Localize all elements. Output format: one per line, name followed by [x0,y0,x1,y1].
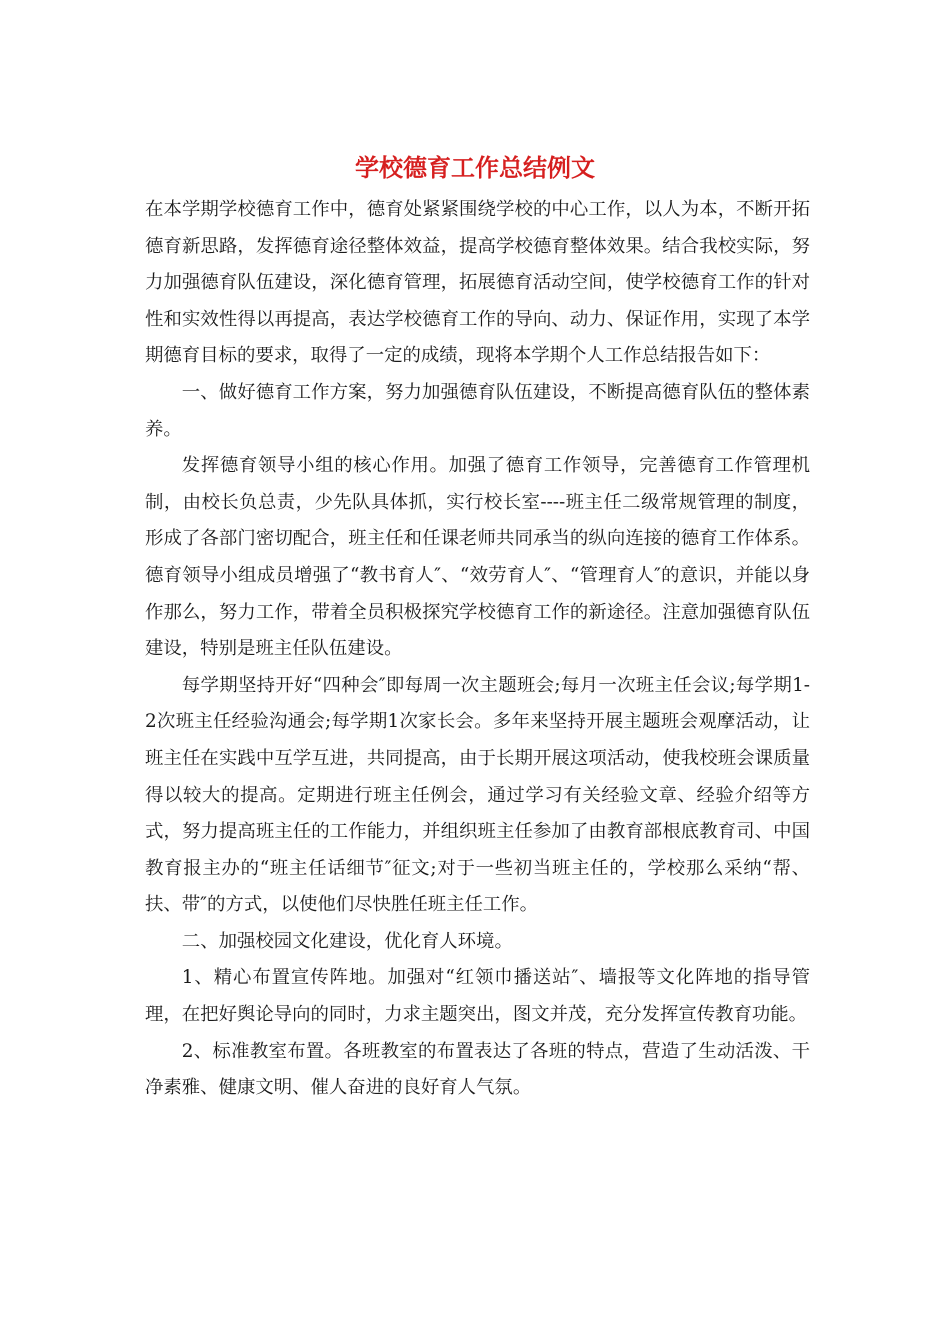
section-heading-2: 二、加强校园文化建设，优化育人环境。 [181,930,513,952]
paragraph-intro: 在本学期学校德育工作中，德育处紧紧围绕学校的中心工作，以人为本，不断开拓德育新思路，发挥德育途径整体效益，提高学校德育整体效果。结合我校实际，努力加强德育队伍建设，深化德育管理，拓展德育活动空间，使学校德育工作的针对性和实效性得以再提高，表达学校德育工作的导向、动力、保证作用，实现了本学期德育目标的要求，取得了一定的成绩，现将本学期个人工作总结报告如下： [145,199,810,367]
paragraph-publicity: 1、精心布置宣传阵地。加强对“红领巾播送站″、墙报等文化阵地的指导管理，在把好舆论导向的同时，力求主题突出，图文并茂，充分发挥宣传教育功能。 [145,967,810,1026]
document-body [145,192,810,1107]
paragraph-leadership: 发挥德育领导小组的核心作用。加强了德育工作领导，完善德育工作管理机制，由校长负总责，少先队具体抓，实行校长室----班主任二级常规管理的制度，形成了各部门密切配合，班主任和任课老师共同承当的纵向连接的德育工作体系。德育领导小组成员增强了“教书育人″、“效劳育人″、“管理育人″的意识，并能以身作那么，努力工作，带着全员积极探究学校德育工作的新途径。注意加强德育队伍建设，特别是班主任队伍建设。 [145,455,810,660]
paragraph-classroom: 2、标准教室布置。各班教室的布置表达了各班的特点，营造了生动活泼、干净素雅、健康文明、催人奋进的良好育人气氛。 [145,1040,810,1099]
document-title: 学校德育工作总结例文 [355,153,595,182]
section-heading-1: 一、做好德育工作方案，努力加强德育队伍建设，不断提高德育队伍的整体素养。 [145,381,810,440]
paragraph-meetings: 每学期坚持开好“四种会″即每周一次主题班会;每月一次班主任会议;每学期1-2次班主任经验沟通会;每学期1次家长会。多年来坚持开展主题班会观摩活动，让班主任在实践中互学互进，共同提高，由于长期开展这项活动，使我校班会课质量得以较大的提高。定期进行班主任例会，通过学习有关经验文章、经验介绍等方式，努力提高班主任的工作能力，并组织班主任参加了由教育部根底教育司、中国教育报主办的“班主任话细节″征文;对于一些初当班主任的，学校那么采纳“帮、扶、带″的方式，以使他们尽快胜任班主任工作。 [145,674,810,916]
